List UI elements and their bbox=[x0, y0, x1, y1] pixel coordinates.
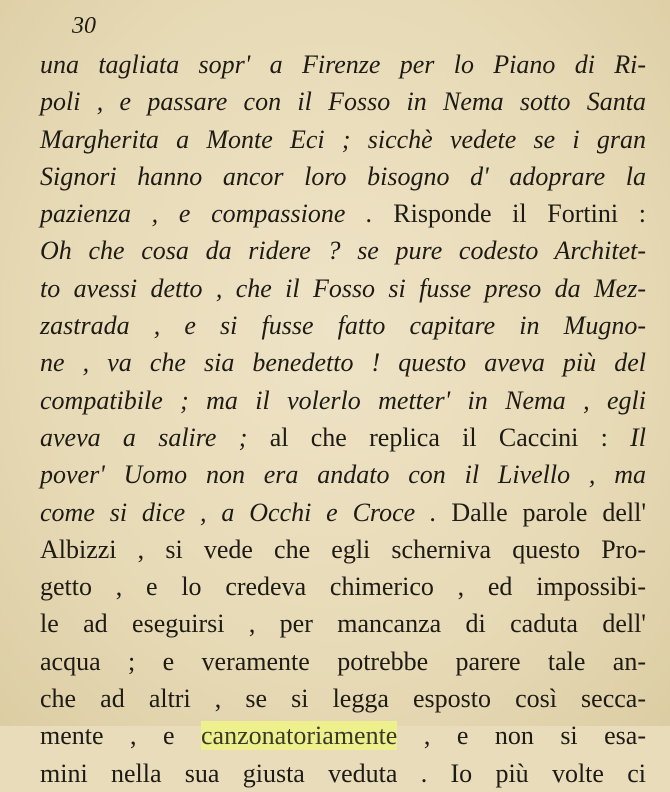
text-segment: Dalle parole dell' bbox=[451, 497, 646, 527]
text-segment: mini nella sua giusta veduta . Io più volte ci bbox=[40, 758, 646, 788]
text-line bbox=[40, 195, 646, 232]
body-text bbox=[40, 46, 646, 788]
text-line bbox=[40, 755, 646, 788]
italic-text-segment: pover' Uomo non era andato con il Livello , ma bbox=[40, 460, 646, 490]
text-line bbox=[40, 494, 646, 531]
text-line bbox=[40, 344, 646, 381]
text-line bbox=[40, 568, 646, 605]
italic-text-segment: ne , va che sia benedetto ! questo aveva più del bbox=[40, 348, 646, 378]
text-line bbox=[40, 232, 646, 269]
highlighted-word: canzonatoriamente bbox=[201, 721, 398, 751]
text-line bbox=[40, 717, 646, 754]
italic-text-segment: to avessi detto , che il Fosso si fusse preso da Mez- bbox=[40, 273, 646, 303]
text-line bbox=[40, 270, 646, 307]
page-number: 30 bbox=[72, 13, 96, 39]
text-segment: Risponde il Fortini : bbox=[393, 199, 646, 229]
text-line bbox=[40, 158, 646, 195]
italic-text-segment: Signori hanno ancor loro bisogno d' adoprare la bbox=[40, 161, 646, 191]
italic-text-segment: compatibile ; ma il volerlo metter' in Nema , egli bbox=[40, 385, 646, 415]
italic-text-segment: Oh che cosa da ridere ? se pure codesto Architet- bbox=[40, 236, 646, 266]
italic-text-segment: come si dice , a Occhi e Croce . bbox=[40, 497, 452, 527]
text-segment: getto , e lo credeva chimerico , ed impossibi- bbox=[40, 572, 646, 602]
text-line bbox=[40, 531, 646, 568]
text-line bbox=[40, 121, 646, 158]
text-line bbox=[40, 46, 646, 83]
text-segment: le ad eseguirsi , per mancanza di caduta dell' bbox=[40, 609, 646, 639]
text-line bbox=[40, 83, 646, 120]
italic-text-segment: poli , e passare con il Fosso in Nema sotto Santa bbox=[40, 87, 646, 117]
italic-text-segment: Il bbox=[630, 422, 646, 452]
italic-text-segment: aveva a salire ; bbox=[40, 422, 270, 452]
text-segment: che ad altri , se si legga esposto così secca- bbox=[40, 684, 646, 714]
text-line bbox=[40, 456, 646, 493]
text-line bbox=[40, 605, 646, 642]
italic-text-segment: pazienza , e compassione . bbox=[40, 199, 394, 229]
text-line bbox=[40, 680, 646, 717]
italic-text-segment: una tagliata sopr' a Firenze per lo Piano di Ri- bbox=[40, 50, 646, 79]
text-line bbox=[40, 307, 646, 344]
text-line bbox=[40, 643, 646, 680]
text-segment: Albizzi , si vede che egli scherniva questo Pro- bbox=[40, 534, 646, 564]
text-line bbox=[40, 419, 646, 456]
italic-text-segment: zastrada , e si fusse fatto capitare in Mugno- bbox=[40, 311, 646, 341]
italic-text-segment: Margherita a Monte Eci ; sicchè vedete se i gran bbox=[40, 124, 646, 154]
text-segment: mente , e bbox=[40, 721, 202, 751]
text-segment: acqua ; e veramente potrebbe parere tale an- bbox=[40, 646, 646, 676]
text-segment: al che replica il Caccini : bbox=[269, 422, 631, 452]
text-line bbox=[40, 382, 646, 419]
text-segment: , e non si esa- bbox=[397, 721, 646, 751]
